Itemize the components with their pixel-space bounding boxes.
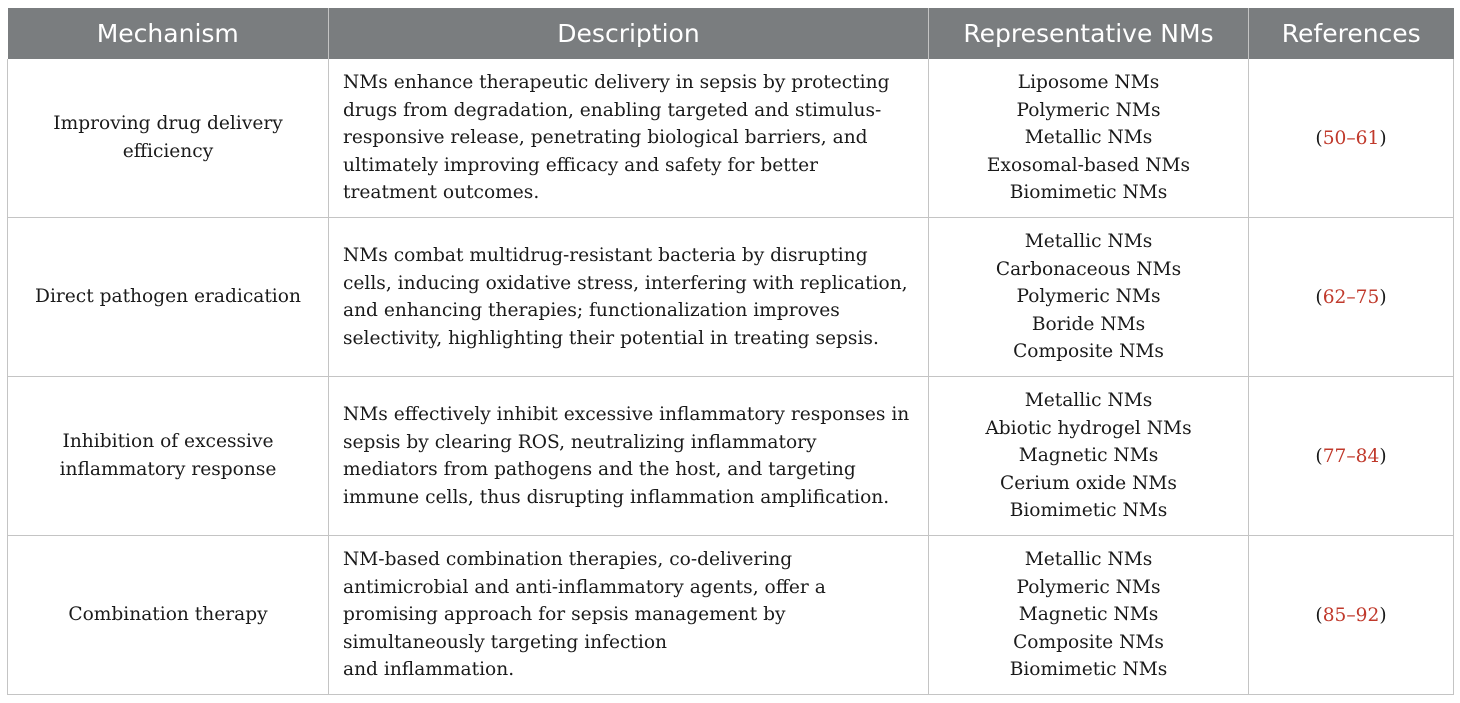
references-cell	[1249, 377, 1454, 536]
references-cell	[1249, 536, 1454, 695]
nm-item: Boride NMs	[1031, 313, 1146, 335]
description-cell	[329, 536, 929, 695]
references-cell	[1249, 218, 1454, 377]
nm-item: Biomimetic NMs	[1009, 659, 1168, 681]
table-row	[8, 377, 1454, 536]
ref-close-paren: )	[1379, 445, 1387, 467]
ref-close-paren: )	[1379, 127, 1387, 149]
description-cell: NMs combat multidrug-resistant bacteria by disrupting cells, inducing oxidative stress, interfering with replication, and enhancing therapies; functionalization improves selectivity, highlighting their potential in treating sepsis.	[329, 218, 929, 377]
nm-item: Polymeric NMs	[1016, 99, 1161, 121]
nm-item: Liposome NMs	[1017, 72, 1160, 94]
nms-cell	[929, 377, 1249, 536]
nm-item: Metallic NMs	[1024, 231, 1153, 253]
nm-item: Biomimetic NMs	[1009, 500, 1168, 522]
nm-item: Exosomal-based NMs	[986, 154, 1191, 176]
description-cell: NMs effectively inhibit excessive inflammatory responses in sepsis by clearing ROS, neutralizing inflammatory mediators from pathogens and the host, and targeting immune cells, thus disrupting inflammation amplification.	[329, 377, 929, 536]
nm-item: Carbonaceous NMs	[995, 258, 1182, 280]
mechanism-text: inflammatory response	[59, 459, 277, 480]
table-row	[8, 218, 1454, 377]
header-description: Description	[329, 8, 929, 59]
nms-cell	[929, 536, 1249, 695]
nm-item: Metallic NMs	[1024, 549, 1153, 571]
nm-item: Abiotic hydrogel NMs	[985, 417, 1192, 439]
nm-item: Metallic NMs	[1024, 127, 1153, 149]
mechanism-text: Combination therapy	[68, 604, 268, 625]
nm-item: Magnetic NMs	[1018, 445, 1159, 467]
header-references: References	[1249, 8, 1454, 59]
table-row	[8, 59, 1454, 218]
nm-item: Magnetic NMs	[1018, 604, 1159, 626]
nms-cell	[929, 218, 1249, 377]
description-text: NM-based combination therapies, co-delivering antimicrobial and anti-inflammatory agents, offer a promising approach for sepsis management by simultaneously targeting infection	[343, 549, 826, 653]
mechanism-cell	[8, 59, 329, 218]
nms-cell	[929, 59, 1249, 218]
table-row	[8, 536, 1454, 695]
header-representative-nms: Representative NMs	[929, 8, 1249, 59]
mechanism-text: Improving drug delivery efficiency	[53, 113, 283, 162]
ref-open-paren: (	[1315, 604, 1323, 626]
ref-close-paren: )	[1379, 604, 1387, 626]
mechanism-text: Direct pathogen eradication	[35, 286, 301, 307]
reference-link[interactable]: 77–84	[1322, 445, 1380, 467]
ref-open-paren: (	[1315, 286, 1323, 308]
description-text: and inflammation.	[343, 659, 515, 681]
ref-open-paren: (	[1315, 127, 1323, 149]
ref-open-paren: (	[1315, 445, 1323, 467]
mechanism-cell	[8, 536, 329, 695]
nanomaterial-mechanisms-table	[7, 8, 1454, 695]
header-mechanism: Mechanism	[8, 8, 329, 59]
reference-link[interactable]: 62–75	[1322, 286, 1380, 308]
reference-link[interactable]: 50–61	[1322, 127, 1380, 149]
nm-item: Polymeric NMs	[1016, 576, 1161, 598]
references-cell	[1249, 59, 1454, 218]
nm-item: Composite NMs	[1013, 631, 1164, 653]
mechanism-cell	[8, 377, 329, 536]
nm-item: Cerium oxide NMs	[1000, 472, 1177, 494]
nm-item: Biomimetic NMs	[1009, 182, 1168, 204]
ref-close-paren: )	[1379, 286, 1387, 308]
description-cell: NMs enhance therapeutic delivery in sepsis by protecting drugs from degradation, enabling targeted and stimulus-responsive release, penetrating biological barriers, and ultimately improving efficacy and safety for better treatment outcomes.	[329, 59, 929, 218]
header-row	[8, 8, 1454, 59]
mechanism-text: Inhibition of excessive	[62, 431, 274, 452]
nm-item: Polymeric NMs	[1016, 286, 1161, 308]
mechanism-cell	[8, 218, 329, 377]
nm-item: Metallic NMs	[1024, 390, 1153, 412]
nm-item: Composite NMs	[1013, 341, 1164, 363]
reference-link[interactable]: 85–92	[1322, 604, 1380, 626]
